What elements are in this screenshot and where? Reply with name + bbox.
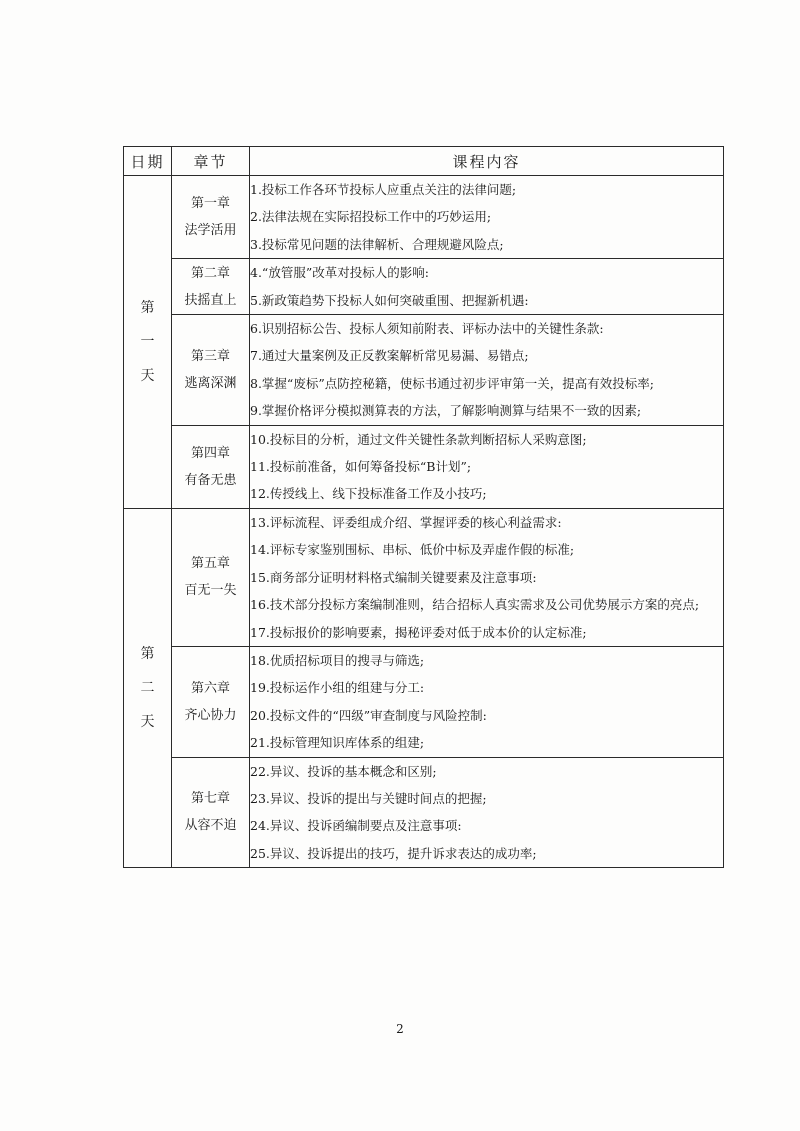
course-schedule-table <box>123 146 724 868</box>
chapter-title: 逃离深渊 <box>184 375 237 391</box>
chapter-number: 第二章 <box>190 265 230 281</box>
day-cell <box>124 176 172 509</box>
table-header-row <box>124 147 724 176</box>
header-content: 课程内容 <box>250 147 724 176</box>
content-item: 20.投标文件的“四级”审查制度与风险控制: <box>250 707 487 723</box>
content-item: 16.技术部分投标方案编制准则，结合招标人真实需求及公司优势展示方案的亮点; <box>250 597 700 613</box>
day-cell <box>124 508 172 867</box>
chapter-cell <box>172 508 250 646</box>
schedule-body <box>124 176 724 868</box>
day-label-char: 第 <box>140 646 155 663</box>
content-item: 21.投标管理知识库体系的组建; <box>250 735 425 751</box>
chapter-row <box>124 315 724 426</box>
chapter-cell <box>172 176 250 259</box>
chapter-cell <box>172 757 250 868</box>
chapter-number: 第一章 <box>190 196 230 212</box>
content-item: 25.异议、投诉提出的技巧，提升诉求表达的成功率; <box>250 845 537 861</box>
chapter-cell <box>172 315 250 426</box>
chapter-cell <box>172 646 250 757</box>
chapter-number: 第七章 <box>190 791 230 807</box>
chapter-row <box>124 508 724 646</box>
content-item: 19.投标运作小组的组建与分工: <box>250 680 425 696</box>
page-number: 2 <box>396 1022 404 1036</box>
chapter-row <box>124 425 724 508</box>
chapter-title: 从容不迫 <box>184 818 237 834</box>
content-item: 2.法律法规在实际招投标工作中的巧妙运用; <box>250 209 492 225</box>
content-item: 9.掌握价格评分模拟测算表的方法，了解影响测算与结果不一致的因素; <box>250 403 642 419</box>
day-label-char: 第 <box>140 299 155 316</box>
content-item: 7.通过大量案例及正反教案解析常见易漏、易错点; <box>250 348 529 364</box>
chapter-title: 扶摇直上 <box>184 292 237 308</box>
content-item: 8.掌握“废标”点防控秘籍，使标书通过初步评审第一关，提高有效投标率; <box>250 375 654 391</box>
content-cell <box>250 315 724 426</box>
day-label <box>124 291 171 393</box>
content-item: 12.传授线上、线下投标准备工作及小技巧; <box>250 486 487 502</box>
day-label-char: 二 <box>140 680 155 697</box>
chapter-title: 法学活用 <box>184 223 237 239</box>
chapter-number: 第三章 <box>190 348 230 364</box>
content-item: 23.异议、投诉的提出与关键时间点的把握; <box>250 790 487 806</box>
chapter-row <box>124 646 724 757</box>
chapter-cell <box>172 259 250 315</box>
content-cell <box>250 646 724 757</box>
content-cell <box>250 425 724 508</box>
header-chapter: 章节 <box>172 147 250 176</box>
content-item: 24.异议、投诉函编制要点及注意事项: <box>250 818 462 834</box>
chapter-title: 百无一失 <box>184 583 237 599</box>
content-item: 1.投标工作各环节投标人应重点关注的法律问题; <box>250 182 517 197</box>
chapter-row <box>124 176 724 259</box>
content-item: 3.投标常见问题的法律解析、合理规避风险点; <box>250 236 504 252</box>
content-item: 15.商务部分证明材料格式编制关键要素及注意事项: <box>250 569 537 585</box>
chapter-number: 第四章 <box>190 445 230 461</box>
chapter-row <box>124 757 724 868</box>
content-cell <box>250 508 724 646</box>
content-item: 18.优质招标项目的搜寻与筛选; <box>250 652 425 668</box>
content-item: 14.评标专家鉴别围标、串标、低价中标及弄虚作假的标准; <box>250 542 575 558</box>
content-item: 17.投标报价的影响要素，揭秘评委对低于成本价的认定标准; <box>250 624 587 640</box>
day-label <box>124 637 171 739</box>
chapter-number: 第五章 <box>190 556 230 572</box>
content-item: 13.评标流程、评委组成介绍、掌握评委的核心利益需求: <box>250 514 562 530</box>
chapter-number: 第六章 <box>190 680 230 696</box>
content-item: 10.投标目的分析，通过文件关键性条款判断招标人采购意图; <box>250 431 587 447</box>
content-item: 6.识别招标公告、投标人须知前附表、评标办法中的关键性条款: <box>250 321 604 337</box>
content-cell <box>250 176 724 259</box>
header-date: 日期 <box>124 147 172 176</box>
content-item: 5.新政策趋势下投标人如何突破重围、把握新机遇: <box>250 292 529 308</box>
day-label-char: 天 <box>140 714 155 731</box>
chapter-cell <box>172 425 250 508</box>
day-label-char: 天 <box>140 367 155 384</box>
content-cell <box>250 259 724 315</box>
day-label-char: 一 <box>140 333 155 350</box>
chapter-title: 齐心协力 <box>184 707 237 723</box>
content-item: 4.“放管服”改革对投标人的影响: <box>250 265 429 281</box>
chapter-title: 有备无患 <box>184 472 237 488</box>
content-item: 11.投标前准备，如何筹备投标“B计划”; <box>250 459 472 475</box>
content-item: 22.异议、投诉的基本概念和区别; <box>250 763 437 779</box>
chapter-row <box>124 259 724 315</box>
content-cell <box>250 757 724 868</box>
